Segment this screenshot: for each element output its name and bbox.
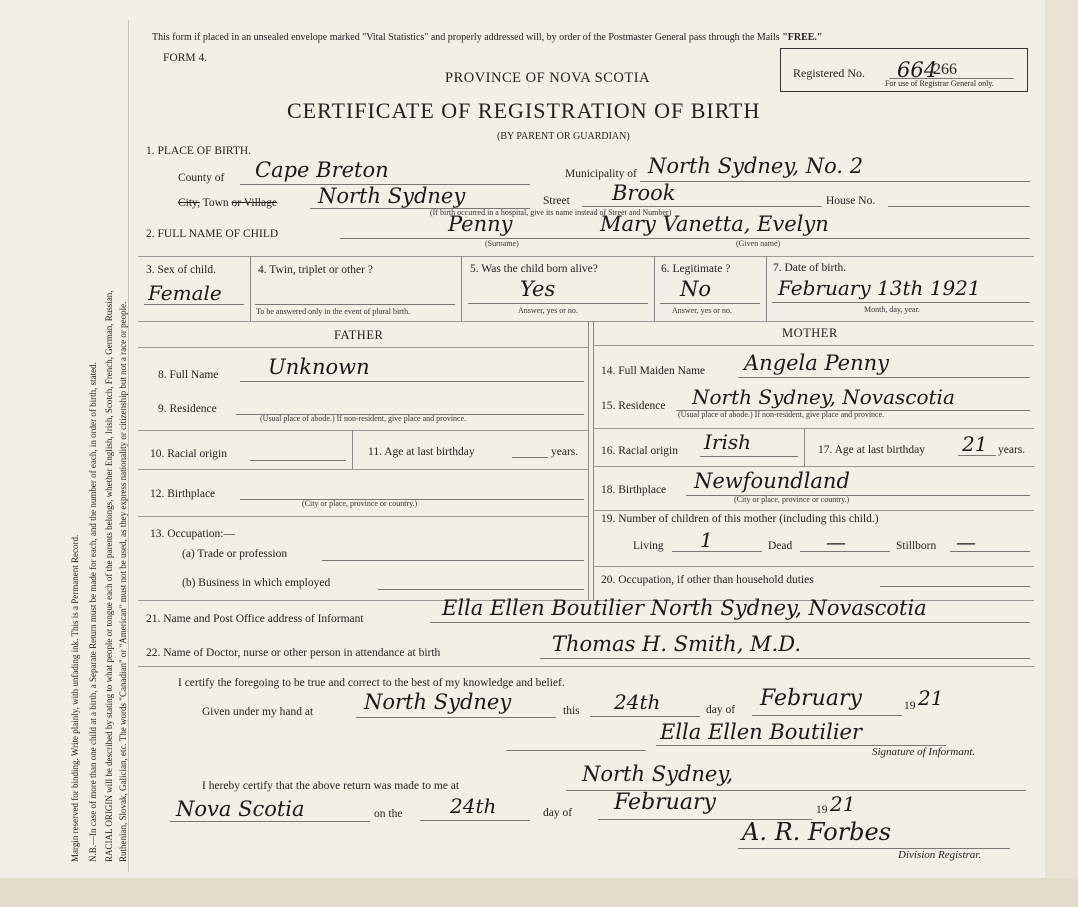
father-age-label: 11. Age at last birthday [368,446,475,458]
mother-birthplace-value: Newfoundland [694,469,850,493]
date-label: 7. Date of birth. [773,262,847,274]
father-racial-label: 10. Racial origin [150,448,227,460]
legit-note: Answer, yes or no. [672,306,732,315]
form-number: FORM 4. [163,52,208,64]
registrar-year-value: 21 [830,792,856,816]
page-title: CERTIFICATE OF REGISTRATION OF BIRTH [287,98,761,123]
mother-racial-label: 16. Racial origin [601,445,678,457]
city-label: City, [178,197,200,209]
legit-line [660,303,760,304]
stillborn-label: Stillborn [896,540,937,552]
mother-racial-top [593,428,1034,429]
informant-signature: Ella Ellen Boutilier [660,720,863,744]
father-name-value: Unknown [268,355,370,379]
municipality-label: Municipality of [565,168,637,180]
father-trade-line [322,560,584,561]
certify-day-line [590,716,700,717]
informant-label: 21. Name and Post Office address of Informant [146,613,364,625]
mother-children-bottom [593,566,1034,567]
informant-signature-label: Signature of Informant. [872,746,976,758]
father-heading: FATHER [334,328,384,342]
mother-birthplace-note: (City or place, province or country.) [734,495,850,504]
sex-line [144,304,244,305]
alive-note: Answer, yes or no. [518,306,578,315]
informant-value: Ella Ellen Boutilier North Sydney, Novascotia [442,596,927,620]
street-value: Brook [612,181,676,205]
registrar-day-line [420,820,530,821]
mother-racial-value: Irish [704,430,752,454]
municipality-value: North Sydney, No. 2 [648,154,864,178]
registered-label: Registered No. [793,66,865,80]
father-business-line [378,589,584,590]
registrar-place2-value: Nova Scotia [176,797,305,821]
postal-note-text: This form if placed in an unsealed envelope marked "Vital Statistics" and properly addressed will, by order of the Postmaster General pass through the Mails [152,32,780,43]
given-name-label: (Given name) [736,239,781,248]
mother-racial-bottom [593,466,1034,467]
province-name: PROVINCE OF NOVA SCOTIA [445,70,650,86]
child-name-line [340,238,1030,239]
surname-label: (Surname) [485,239,519,248]
mother-age-suffix: years. [998,444,1026,456]
alive-label: 5. Was the child born alive? [470,263,598,275]
twin-label: 4. Twin, triplet or other ? [258,264,373,276]
date-line [772,302,1030,303]
date-value: February 13th 1921 [778,276,981,300]
given-under-label: Given under my hand at [202,706,314,718]
mother-residence-value: North Sydney, Novascotia [692,385,955,409]
row3-div-1 [250,256,251,321]
certify-statement: I certify the foregoing to be true and correct to the best of my knowledge and belief. [178,677,565,689]
child-given-name: Mary Vanetta, Evelyn [600,212,829,236]
father-birthplace-note: (City or place, province or country.) [302,499,418,508]
sheet-bottom-edge [0,878,1078,907]
registered-line [889,78,1014,79]
mother-name-label: 14. Full Maiden Name [601,365,706,377]
row3-div-4 [766,256,767,321]
father-residence-label: 9. Residence [158,403,217,415]
father-racial-bottom [138,469,588,470]
certify-place-value: North Sydney [364,690,512,714]
margin-note-2: N.B.—In case of more than one child at a birth, a Separate Return must be made for each, and the number of each, in order of birth, stated. [88,362,98,862]
registered-number-stamp: 266 [933,61,957,78]
page-subtitle: (BY PARENT OR GUARDIAN) [497,131,630,142]
mother-birthplace-bottom [593,510,1034,511]
registrar-place2-line [170,821,370,822]
father-birthplace-bottom [138,516,588,517]
registration-box [780,48,1028,92]
mother-racial-line [700,456,798,457]
father-heading-rule [138,347,588,348]
father-racial-top [138,430,588,431]
twin-note: To be answered only in the event of plural birth. [256,307,411,316]
dead-line [800,551,890,552]
town-value: North Sydney [318,184,466,208]
registrar-month-value: February [614,790,716,815]
father-birthplace-label: 12. Birthplace [150,488,216,500]
father-age-suffix: years. [551,446,579,458]
registrar-year-prefix: 19 [816,804,828,816]
registrar-day-value: 24th [450,794,497,818]
father-age-line [512,457,548,458]
father-occupation-label: 13. Occupation:— [150,528,235,540]
mother-age-label: 17. Age at last birthday [818,444,925,456]
mother-residence-label: 15. Residence [601,400,666,412]
registered-number-hand: 664 [897,58,938,82]
living-label: Living [633,540,664,552]
mother-heading-rule [593,345,1034,346]
mother-name-line [738,377,1030,378]
father-racial-div [352,430,353,469]
certify-year-prefix: 19 [904,700,916,712]
mother-occupation-line [880,586,1030,587]
county-label: County of [178,172,225,184]
doctor-label: 22. Name of Doctor, nurse or other person in attendance at birth [146,647,441,659]
legit-value: No [680,277,712,301]
doctor-value: Thomas H. Smith, M.D. [552,632,801,656]
certify-year-value: 21 [918,686,944,710]
registrar-day-of-label: day of [543,807,573,819]
city-town-village-label [178,197,277,209]
place-of-birth-label: 1. PLACE OF BIRTH. [146,145,252,157]
stillborn-value: — [956,530,976,554]
county-value: Cape Breton [255,158,389,182]
house-no-label: House No. [826,195,876,207]
parents-divider [588,321,589,600]
certify-day-value: 24th [614,690,661,714]
sex-label: 3. Sex of child. [146,264,216,276]
mother-birthplace-label: 18. Birthplace [601,484,667,496]
postal-note [152,32,822,43]
postal-free: "FREE." [782,32,823,43]
day-of-label: day of [706,704,736,716]
mother-heading: MOTHER [782,326,838,340]
on-the-label: on the [374,808,403,820]
certify-top-rule [138,666,1034,667]
living-value: 1 [700,528,713,552]
margin-note-3: RACIAL ORIGIN will be described by stating to what people or tongue each of the parents belongs, whether English, Irish, Scotch, French, German, Russian, [104,290,114,862]
father-name-label: 8. Full Name [158,369,219,381]
date-note: Month, day, year. [864,305,920,314]
registrar-place1-value: North Sydney, [582,762,734,786]
municipality-line [640,181,1030,182]
mother-name-value: Angela Penny [744,351,890,375]
certify-month-value: February [760,686,862,711]
street-label: Street [543,195,570,207]
certify-month-line [752,715,902,716]
hospital-note: (If birth occurred in a hospital, give its name instead of Street and Number) [430,208,672,217]
sheet-right-edge [1045,0,1078,907]
mother-age-value: 21 [962,432,988,456]
mother-residence-note: (Usual place of abode.) If non-resident, give place and province. [678,410,885,419]
mother-children-label: 19. Number of children of this mother (including this child.) [601,513,879,525]
row3-top-rule [138,256,1034,257]
registrar-statement: I hereby certify that the above return was made to me at [202,780,460,792]
informant-signature-line [506,750,646,751]
doctor-line [540,658,1030,659]
row3-div-2 [461,256,462,321]
alive-value: Yes [520,277,556,301]
mother-occupation-label: 20. Occupation, if other than household duties [601,574,814,586]
dead-label: Dead [768,540,793,552]
alive-line [468,303,648,304]
registrar-use-note: For use of Registrar General only. [885,79,994,88]
mother-age-line [958,455,996,456]
this-label: this [563,705,580,717]
father-residence-note: (Usual place of abode.) If non-resident, give place and province. [260,414,467,423]
child-name-label: 2. FULL NAME OF CHILD [146,228,279,240]
row3-bottom-rule [138,321,1034,322]
twin-line [255,304,455,305]
town-label: Town [202,197,229,209]
margin-note-4: Ruthenian, Slovak, Galician, etc. The words "Canadian" or "American" must not be used, as they express nationality or citizenship but not a race or people. [118,301,128,862]
or-village-label: or Village [231,197,277,209]
street-line [582,206,822,207]
father-racial-line [250,460,346,461]
child-surname: Penny [448,212,513,236]
registrar-signature: A. R. Forbes [742,818,892,846]
living-line [672,551,762,552]
mother-racial-div [804,428,805,466]
father-trade-label: (a) Trade or profession [182,548,288,560]
house-no-line [888,206,1030,207]
stillborn-line [950,551,1030,552]
certify-place-line [356,717,556,718]
parents-divider-2 [593,321,594,600]
dead-value: — [826,530,846,554]
informant-line [430,622,1030,623]
father-business-label: (b) Business in which employed [182,577,331,589]
legit-label: 6. Legitimate ? [661,263,731,275]
row3-div-3 [654,256,655,321]
registrar-signature-label: Division Registrar. [898,849,982,861]
sex-value: Female [148,281,222,305]
father-name-line [240,381,584,382]
margin-note-1: Margin reserved for binding. Write plainly, with unfading ink. This is a Permanent Record. [70,534,80,862]
